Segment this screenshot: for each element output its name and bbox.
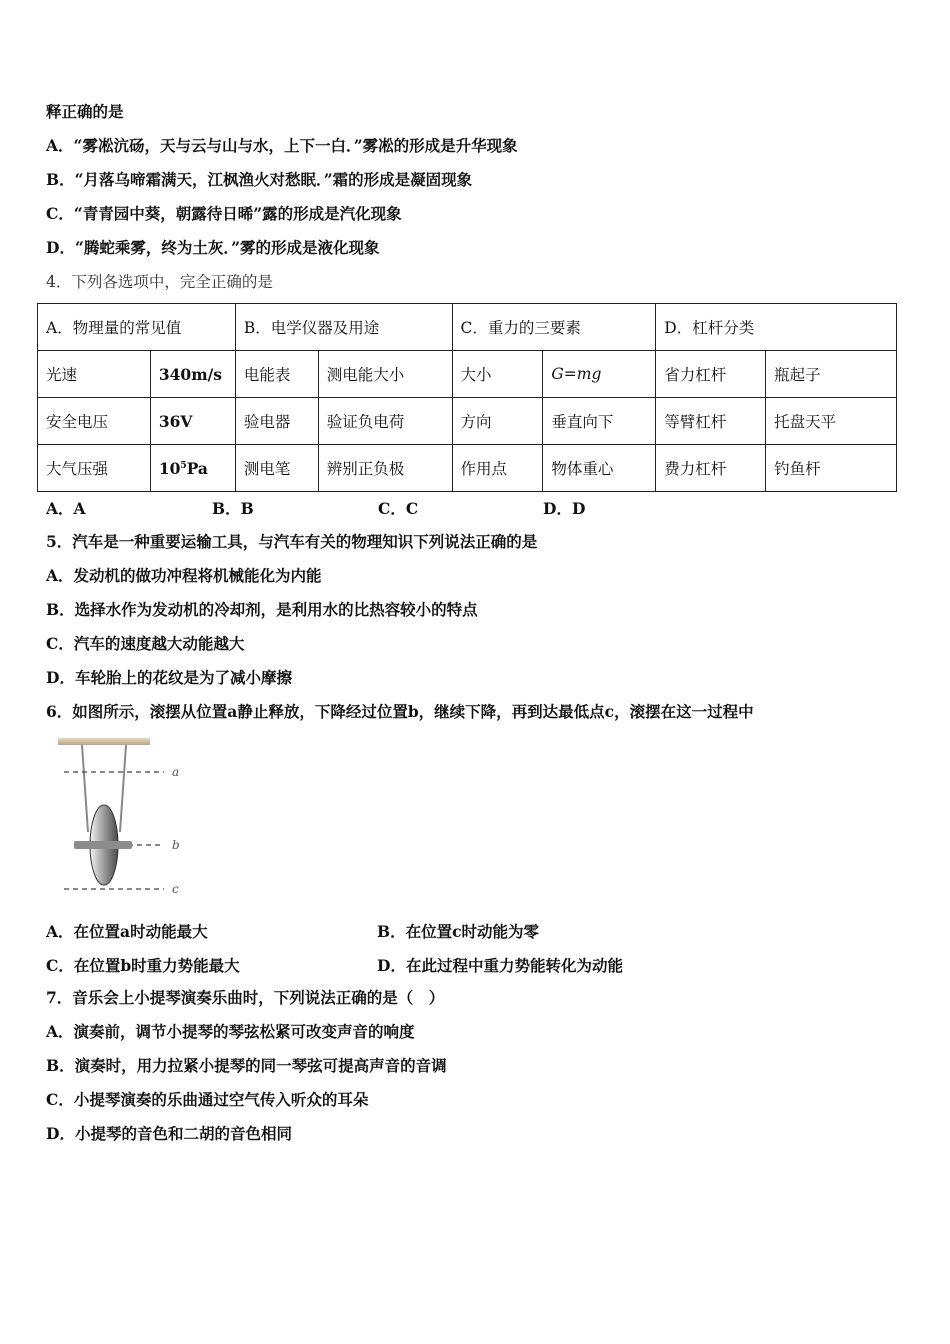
table-cell: 托盘天平 (766, 398, 897, 445)
table-cell: 物体重心 (543, 445, 656, 492)
label-a: a (172, 765, 180, 779)
table-row (38, 398, 897, 445)
q3-option-a[interactable]: A．“雾凇沆砀，天与云与山与水，上下一白．”雾凇的形成是升华现象 (46, 136, 518, 155)
header-d: D．杠杆分类 (656, 304, 897, 351)
table-cell: 大气压强 (38, 445, 151, 492)
q6-option-c[interactable]: C．在位置b时重力势能最大 (46, 956, 240, 975)
q4-stem: 4．下列各选项中，完全正确的是 (46, 273, 273, 291)
q7-option-b[interactable]: B．演奏时，用力拉紧小提琴的同一琴弦可提高声音的音调 (46, 1056, 447, 1075)
q5-option-a[interactable]: A．发动机的做功冲程将机械能化为内能 (46, 566, 322, 585)
q6-option-d[interactable]: D．在此过程中重力势能转化为动能 (377, 956, 623, 975)
header-c: C．重力的三要素 (452, 304, 656, 351)
table-cell: 钓鱼杆 (766, 445, 897, 492)
table-cell: 垂直向下 (543, 398, 656, 445)
string-right (120, 745, 126, 832)
table-cell: 电能表 (235, 351, 318, 398)
q3-stem-tail: 释正确的是 (46, 102, 124, 121)
q4-option-d[interactable]: D．D (543, 499, 586, 518)
table-cell: 测电能大小 (318, 351, 452, 398)
q3-option-b[interactable]: B．“月落乌啼霜满天，江枫渔火对愁眠．”霜的形成是凝固现象 (46, 170, 473, 189)
table-cell: 省力杠杆 (656, 351, 766, 398)
table-cell-pressure (150, 445, 235, 492)
q7-stem: 7．音乐会上小提琴演奏乐曲时，下列说法正确的是（ ） (46, 988, 445, 1007)
q4-option-c[interactable]: C．C (378, 499, 419, 518)
table-cell: G=mg (543, 351, 656, 398)
header-a: A．物理量的常见值 (38, 304, 236, 351)
table-cell: 辨别正负极 (318, 445, 452, 492)
table-header-row (38, 304, 897, 351)
pressure-unit: Pa (186, 458, 208, 478)
q6-option-b[interactable]: B．在位置c时动能为零 (377, 922, 540, 941)
table-cell: 测电笔 (235, 445, 318, 492)
q4-option-b[interactable]: B．B (212, 499, 254, 518)
table-cell: 验电器 (235, 398, 318, 445)
label-b: b (172, 838, 180, 852)
table-cell: 安全电压 (38, 398, 151, 445)
table-cell: 方向 (452, 398, 543, 445)
q5-option-d[interactable]: D．车轮胎上的花纹是为了减小摩擦 (46, 668, 292, 687)
pressure-base: 10 (158, 458, 181, 478)
support-bar (58, 738, 150, 745)
q6-option-a[interactable]: A．在位置a时动能最大 (46, 922, 208, 941)
q4-option-a[interactable]: A．A (46, 499, 86, 518)
table-cell: 作用点 (452, 445, 543, 492)
wheel-axle (74, 841, 132, 849)
q6-stem: 6．如图所示，滚摆从位置a静止释放，下降经过位置b，继续下降，再到达最低点c，滚摆在这一过程中 (46, 702, 754, 721)
table-row (38, 445, 897, 492)
label-c: c (172, 882, 179, 896)
table-cell: 等臂杠杆 (656, 398, 766, 445)
table-cell: 费力杠杆 (656, 445, 766, 492)
q5-option-c[interactable]: C．汽车的速度越大动能越大 (46, 634, 245, 653)
header-b: B．电学仪器及用途 (235, 304, 452, 351)
table-row (38, 351, 897, 398)
pressure-exponent: 5 (180, 460, 187, 471)
q5-option-b[interactable]: B．选择水作为发动机的冷却剂，是利用水的比热容较小的特点 (46, 600, 478, 619)
table-cell: 340m/s (150, 351, 235, 398)
table-cell: 36V (150, 398, 235, 445)
q7-option-d[interactable]: D．小提琴的音色和二胡的音色相同 (46, 1124, 292, 1143)
rolling-pendulum-figure (52, 732, 192, 897)
table-cell: 验证负电荷 (318, 398, 452, 445)
q7-option-c[interactable]: C．小提琴演奏的乐曲通过空气传入听众的耳朵 (46, 1090, 369, 1109)
q3-option-d[interactable]: D．“腾蛇乘雾，终为土灰．”雾的形成是液化现象 (46, 238, 380, 257)
table-cell: 瓶起子 (766, 351, 897, 398)
q3-option-c[interactable]: C．“青青园中葵，朝露待日晞”露的形成是汽化现象 (46, 204, 402, 223)
q4-table (37, 303, 897, 492)
table-cell: 光速 (38, 351, 151, 398)
q5-stem: 5．汽车是一种重要运输工具，与汽车有关的物理知识下列说法正确的是 (46, 532, 538, 551)
q7-option-a[interactable]: A．演奏前，调节小提琴的琴弦松紧可改变声音的响度 (46, 1022, 415, 1041)
string-left (82, 745, 88, 832)
table-cell: 大小 (452, 351, 543, 398)
